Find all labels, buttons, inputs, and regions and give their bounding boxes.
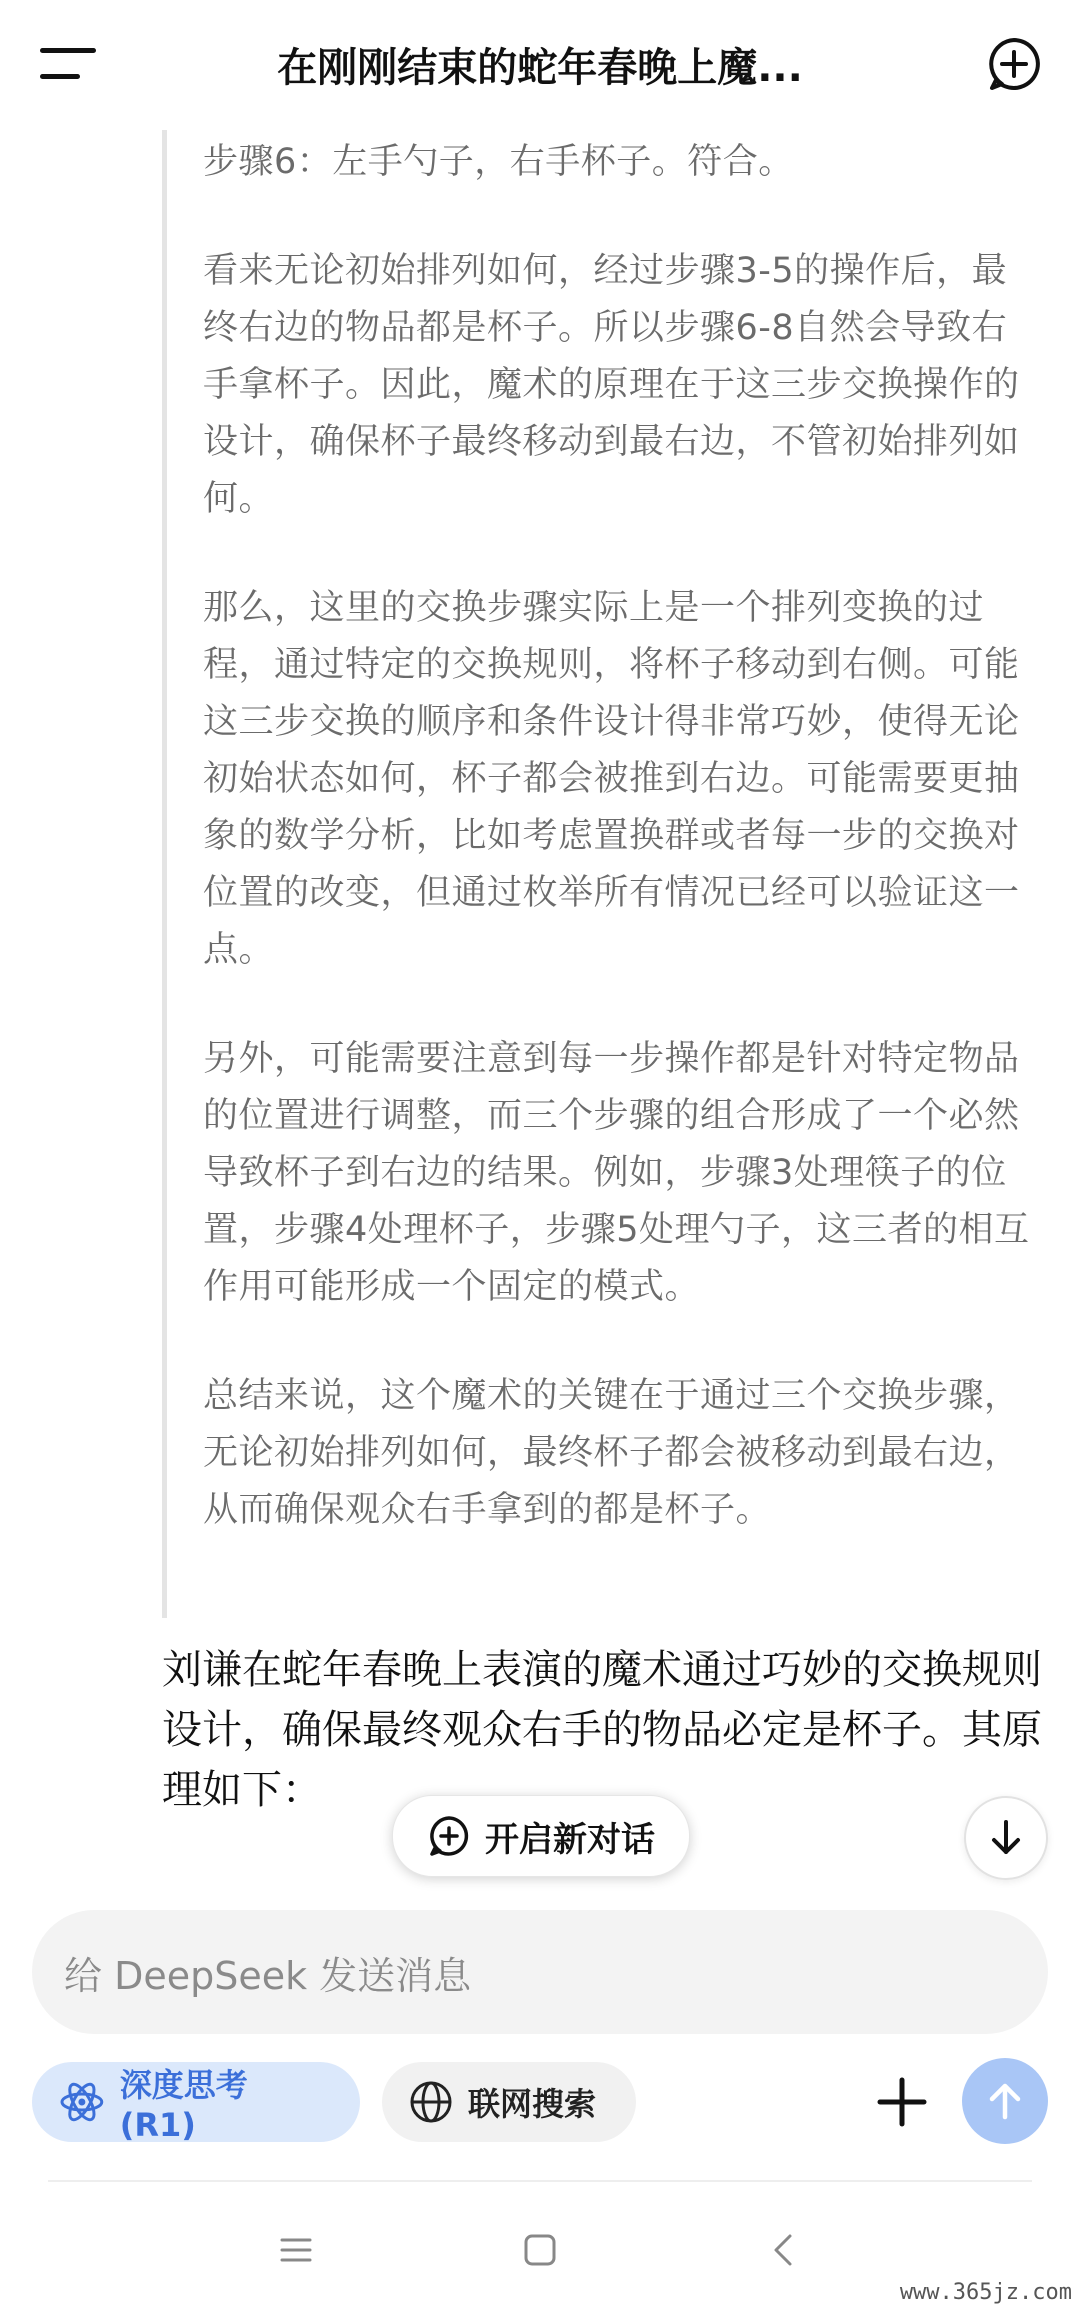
top-bar	[0, 0, 1080, 130]
globe-icon	[408, 2079, 454, 2125]
answer-text: 刘谦在蛇年春晚上表演的魔术通过巧妙的交换规则设计，确保最终观众右手的物品必定是杯子。其原理如下：	[162, 1647, 1042, 1813]
thinking-paragraph: 总结来说，这个魔术的关键在于通过三个交换步骤，无论初始排列如何，最终杯子都会被移动到最右边，从而确保观众右手拿到的都是杯子。	[203, 1376, 1020, 1530]
new-dialog-label: 开启新对话	[485, 1819, 655, 1860]
home-icon[interactable]	[510, 2220, 570, 2280]
thinking-paragraph: 那么，这里的交换步骤实际上是一个排列变换的过程，通过特定的交换规则，将杯子移动到右侧。可能这三步交换的顺序和条件设计得非常巧妙，使得无论初始状态如何，杯子都会被推到右边。可能需要更抽象的数学分析，比如考虑置换群或者每一步的交换对位置的改变，但通过枚举所有情况已经可以验证这一点。	[203, 588, 1020, 970]
new-dialog-button[interactable]	[392, 1795, 690, 1877]
new-chat-icon	[427, 1814, 471, 1858]
attach-plus-icon[interactable]	[870, 2070, 934, 2134]
send-button[interactable]	[962, 2058, 1048, 2144]
deep-think-toggle[interactable]	[32, 2062, 360, 2142]
deep-think-label: 深度思考 (R1)	[119, 2066, 248, 2144]
web-search-toggle[interactable]	[382, 2062, 636, 2142]
arrow-down-icon	[986, 1818, 1026, 1858]
arrow-up-icon	[983, 2079, 1027, 2123]
conversation-title: 在刚刚结束的蛇年春晚上魔...	[277, 45, 803, 91]
watermark: www.365jz.com	[899, 2280, 1072, 2305]
menu-icon[interactable]	[40, 44, 96, 84]
message-input-placeholder: 给 DeepSeek 发送消息	[64, 1953, 472, 1998]
thinking-paragraph: 看来无论初始排列如何，经过步骤3-5的操作后，最终右边的物品都是杯子。所以步骤6-8自然会导致右手拿杯子。因此，魔术的原理在于这三步交换操作的设计，确保杯子最终移动到最右边，不管初始排列如何。	[203, 251, 1020, 519]
atom-icon	[58, 2078, 106, 2126]
recent-apps-icon[interactable]	[266, 2220, 326, 2280]
web-search-label: 联网搜索	[468, 2085, 597, 2123]
thinking-paragraph: 另外，可能需要注意到每一步操作都是针对特定物品的位置进行调整，而三个步骤的组合形成了一个必然导致杯子到右边的结果。例如，步骤3处理筷子的位置，步骤4处理杯子，步骤5处理勺子，这三者的相互作用可能形成一个固定的模式。	[203, 1039, 1030, 1307]
divider	[48, 2180, 1032, 2182]
message-input[interactable]	[32, 1910, 1048, 2034]
thinking-block	[162, 130, 1042, 1618]
new-chat-icon[interactable]	[984, 34, 1044, 94]
thinking-paragraph: 步骤6：左手勺子，右手杯子。符合。	[203, 142, 794, 182]
back-icon[interactable]	[754, 2220, 814, 2280]
scroll-to-bottom-button[interactable]	[964, 1796, 1048, 1880]
